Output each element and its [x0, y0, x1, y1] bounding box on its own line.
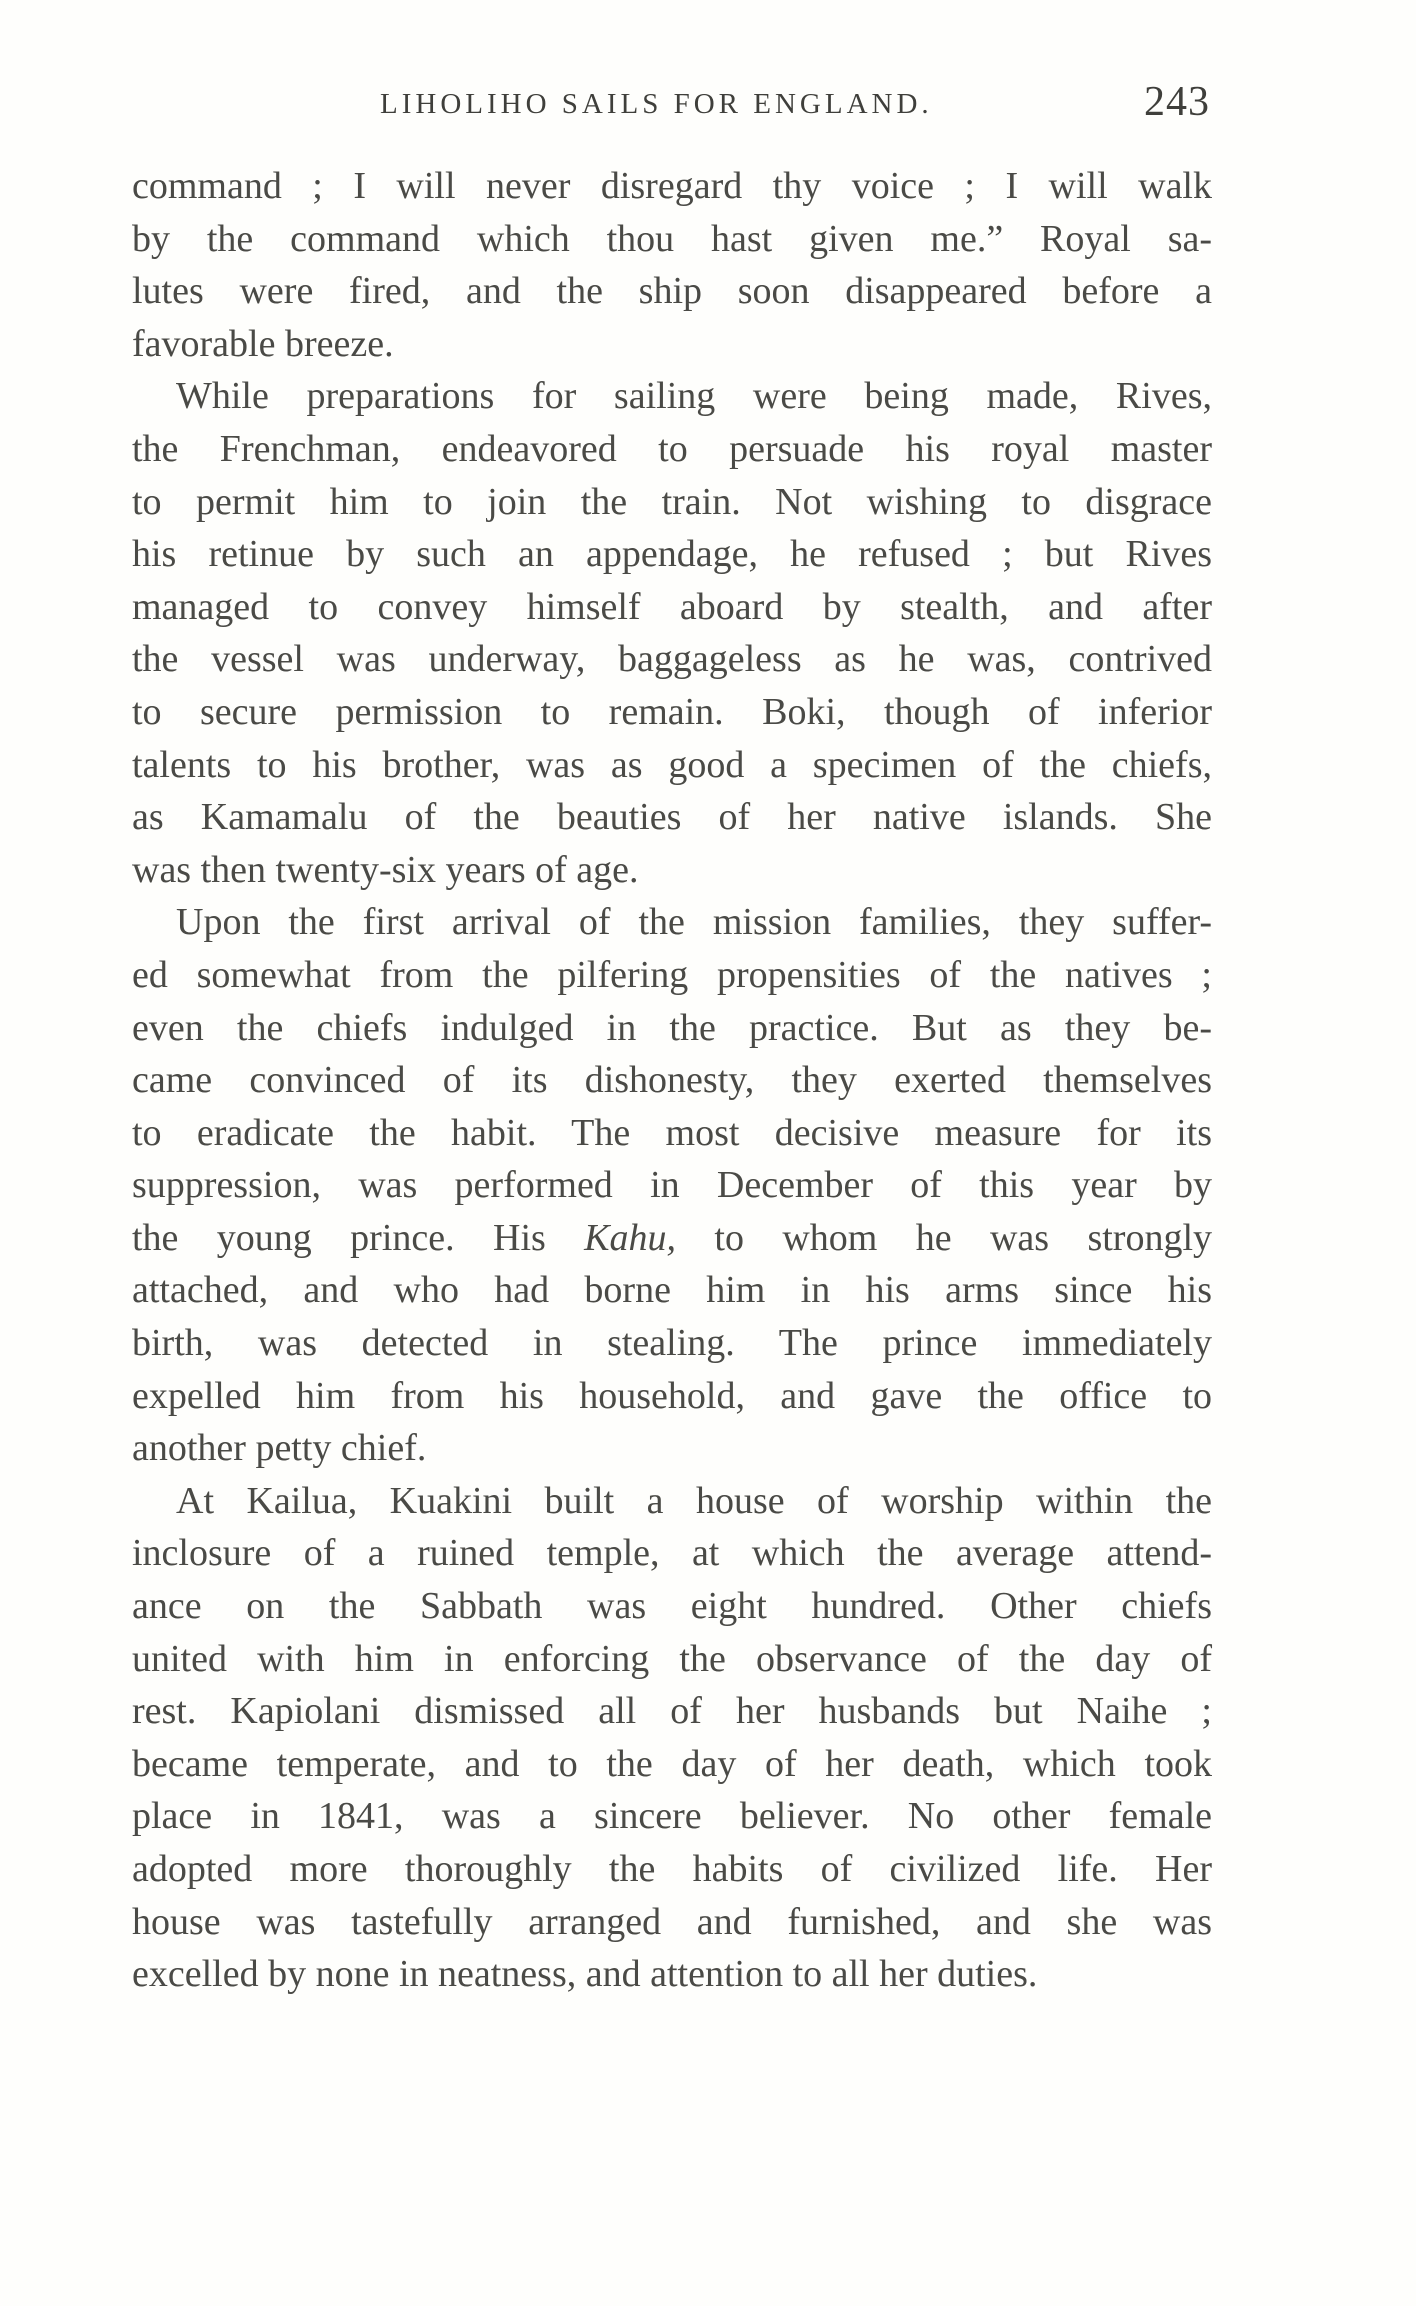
text-line: command ; I will never disregard thy voice ; I will walk — [132, 165, 1212, 207]
text-line: as Kamamalu of the beauties of her native islands. She — [132, 796, 1212, 839]
text-line: another petty chief. — [132, 1427, 427, 1470]
text-line: inclosure of a ruined temple, at which the average attend- — [132, 1532, 1212, 1575]
italic-term: Kahu, — [584, 1216, 677, 1259]
text-line: attached, and who had borne him in his arms since his — [132, 1269, 1212, 1312]
text-line: to secure permission to remain. Boki, though of inferior — [132, 690, 1212, 733]
text-line: ed somewhat from the pilfering propensities of the natives ; — [132, 953, 1212, 996]
text-line: was then twenty-six years of age. — [132, 848, 639, 891]
text-line: talents to his brother, was as good a specimen of the chiefs, — [132, 743, 1212, 786]
text-line: house was tastefully arranged and furnished, and she was — [132, 1900, 1212, 1943]
text-line: managed to convey himself aboard by stealth, and after — [132, 585, 1212, 628]
text-line: by the command which thou hast given me.” Royal sa- — [132, 217, 1212, 260]
text-line: excelled by none in neatness, and attention to all her duties. — [132, 1953, 1038, 1996]
text-line: place in 1841, was a sincere believer. No other female — [132, 1795, 1212, 1838]
paragraph-1 — [132, 160, 1212, 370]
paragraph-2 — [132, 370, 1212, 896]
text-line: rest. Kapiolani dismissed all of her husbands but Naihe ; — [132, 1690, 1212, 1733]
page-number: 243 — [1144, 79, 1210, 125]
paragraph-3 — [132, 896, 1212, 1475]
text-line: While preparations for sailing were being made, Rives, — [176, 375, 1212, 418]
text-line: birth, was detected in stealing. The prince immediately — [132, 1322, 1212, 1365]
running-head — [132, 78, 1212, 128]
text-line: even the chiefs indulged in the practice. But as they be- — [132, 1006, 1212, 1049]
text-line: expelled him from his household, and gave the office to — [132, 1374, 1212, 1417]
body-text — [132, 160, 1212, 2001]
text-line: lutes were fired, and the ship soon disappeared before a — [132, 270, 1212, 313]
text-line: Upon the first arrival of the mission families, they suffer- — [176, 901, 1212, 944]
text-line: At Kailua, Kuakini built a house of worship within the — [176, 1479, 1212, 1522]
text-line: came convinced of its dishonesty, they exerted themselves — [132, 1059, 1212, 1102]
text-line: ance on the Sabbath was eight hundred. Other chiefs — [132, 1585, 1212, 1628]
running-title: LIHOLIHO SAILS FOR ENGLAND. — [380, 88, 933, 120]
text-line: united with him in enforcing the observance of the day of — [132, 1637, 1212, 1680]
text-run: the young prince. His — [132, 1216, 585, 1259]
text-line-mixed — [132, 1212, 1212, 1265]
text-line: favorable breeze. — [132, 322, 394, 365]
text-line: to permit him to join the train. Not wishing to disgrace — [132, 480, 1212, 523]
text-run: to whom he was strongly — [676, 1216, 1213, 1259]
paragraph-4 — [132, 1475, 1212, 2001]
text-line: the Frenchman, endeavored to persuade his royal master — [132, 427, 1212, 470]
text-line: his retinue by such an appendage, he refused ; but Rives — [132, 533, 1212, 576]
text-line: became temperate, and to the day of her death, which took — [132, 1742, 1212, 1785]
text-line: to eradicate the habit. The most decisive measure for its — [132, 1111, 1212, 1154]
text-line: the vessel was underway, baggageless as he was, contrived — [132, 638, 1212, 681]
text-line: suppression, was performed in December of this year by — [132, 1164, 1212, 1207]
text-line: adopted more thoroughly the habits of civilized life. Her — [132, 1848, 1212, 1890]
